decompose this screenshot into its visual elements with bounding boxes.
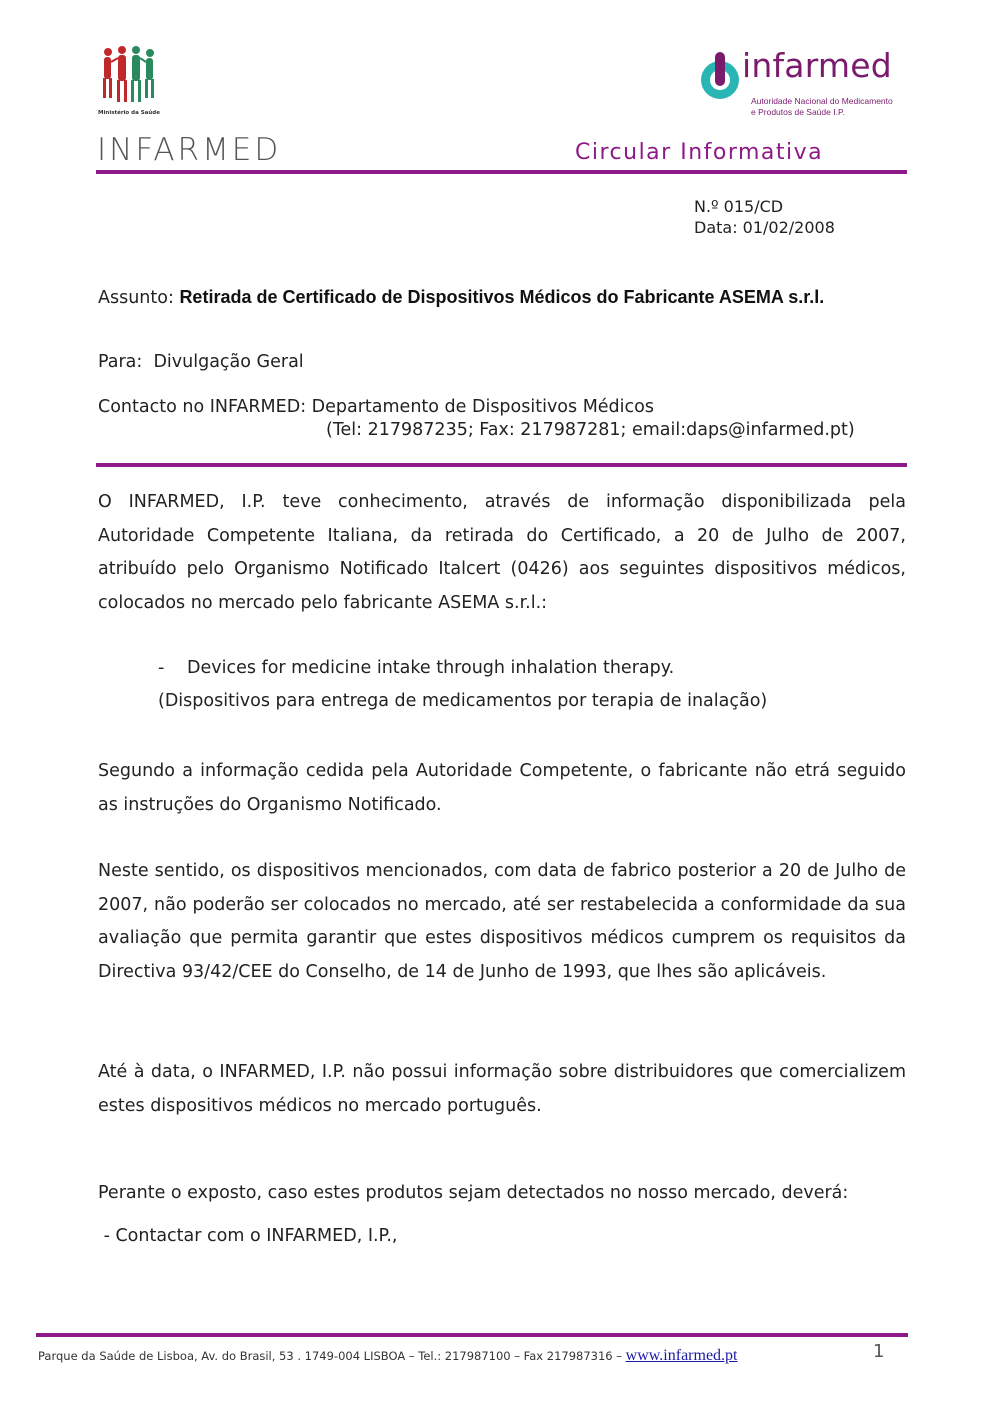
body-paragraph-6: - Contactar com o INFARMED, I.P., (98, 1226, 398, 1246)
circular-date: Data: 01/02/2008 (694, 218, 835, 237)
page-number: 1 (873, 1341, 885, 1362)
device-list-item (158, 658, 674, 678)
footer-address: Parque da Saúde de Lisboa, Av. do Brasil, 53 . 1749-004 LISBOA – Tel.: 217987100 – Fax 217987316 – (38, 1349, 626, 1363)
device-translation: (Dispositivos para entrega de medicamentos por terapia de inalação) (158, 691, 768, 711)
body-paragraph-2: Segundo a informação cedida pela Autoridade Competente, o fabricante não etrá seguido as instruções do Organismo Notificado. (98, 761, 906, 815)
infarmed-logo-mark (698, 52, 744, 102)
bullet-dash: - (158, 658, 165, 678)
contact-line-2: (Tel: 217987235; Fax: 217987281; email:daps@infarmed.pt) (326, 420, 855, 440)
circular-number: N.º 015/CD (694, 197, 784, 216)
subject-label: Assunto: (98, 288, 174, 308)
infarmed-logo-subtitle-2: e Produtos de Saúde I.P. (751, 107, 845, 117)
ministry-logo (98, 44, 160, 122)
subject-line (98, 287, 824, 308)
reference-block (694, 196, 835, 238)
footer-website-link[interactable]: www.infarmed.pt (625, 1347, 738, 1364)
infarmed-logo-word: infarmed (742, 46, 892, 85)
brand-title: INFARMED (97, 132, 282, 168)
infarmed-logo-subtitle-1: Autoridade Nacional do Medicamento (751, 96, 893, 106)
footer (38, 1347, 738, 1365)
body-paragraph-1: O INFARMED, I.P. teve conhecimento, através de informação disponibilizada pela Autoridade Competente Italiana, da retirada do Certificado, a 20 de Julho de 2007, atribuído pelo Organismo Notificado Italcert (0426) aos seguintes dispositivos médicos, colocados no mercado pelo fabricante ASEMA s.r.l.: (98, 492, 906, 613)
contact-line-1: Contacto no INFARMED: Departamento de Dispositivos Médicos (98, 397, 654, 417)
document-type: Circular Informativa (575, 140, 824, 165)
device-name: Devices for medicine intake through inhalation therapy. (187, 658, 675, 678)
body-paragraph-5: Perante o exposto, caso estes produtos sejam detectados no nosso mercado, deverá: (98, 1183, 849, 1203)
body-paragraph-4: Até à data, o INFARMED, I.P. não possui informação sobre distribuidores que comercializem estes dispositivos médicos no mercado português. (98, 1062, 906, 1116)
body-paragraph-3: Neste sentido, os dispositivos mencionados, com data de fabrico posterior a 20 de Julho de 2007, não poderão ser colocados no mercado, até ser restabelecida a conformidade da sua avaliação que permita garantir que estes dispositivos médicos cumprem os requisitos da Directiva 93/42/CEE do Conselho, de 14 de Junho de 1993, que lhes são aplicáveis. (98, 861, 906, 982)
recipients-label: Para: (98, 352, 143, 372)
subject-text: Retirada de Certificado de Dispositivos Médicos do Fabricante ASEMA s.r.l. (179, 287, 825, 307)
ministry-caption: Ministério da Saúde (98, 110, 160, 116)
recipients-line (98, 352, 304, 372)
footer-rule (36, 1333, 908, 1337)
header-rule (96, 170, 907, 174)
infarmed-logo (698, 46, 898, 118)
section-rule (96, 463, 907, 467)
recipients-text: Divulgação Geral (153, 352, 304, 372)
